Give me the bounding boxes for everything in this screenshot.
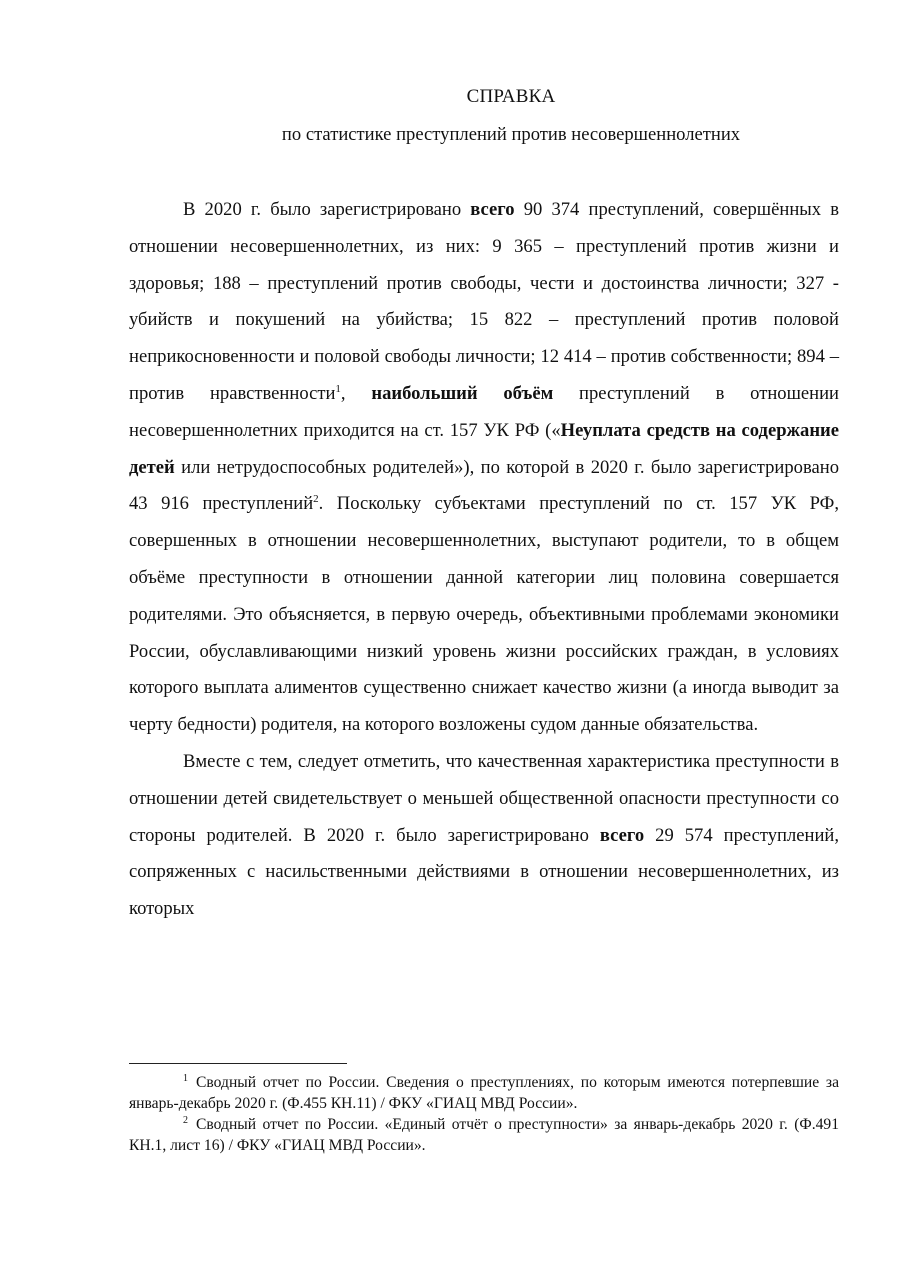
document-title: СПРАВКА — [466, 86, 556, 107]
p1-text-a3: , — [340, 382, 372, 404]
paragraph-1 — [129, 192, 839, 744]
p1-text-a4: преступлений в отношении несовершеннолетних приходится на ст. 157 УК РФ (« — [129, 382, 839, 441]
p1-bold-total: всего — [470, 199, 515, 220]
p2-bold-total: всего — [599, 824, 645, 846]
p2-text-a2: 29 574 преступлений, сопряженных с насильственными действиями в отношении несовершеннолетних, из которых — [129, 824, 840, 920]
p1-text-a5: или нетрудоспособных родителей»), по которой в 2020 г. было зарегистрировано 43 916 преступлений — [129, 456, 839, 515]
footnote-1-text: Сводный отчет по России. Сведения о преступлениях, по которым имеются потерпевшие за январь-декабрь 2020 г. (Ф.455 КН.11) / ФКУ «ГИАЦ МВД России». — [129, 1074, 839, 1112]
footnote-1 — [129, 1072, 839, 1114]
document-body — [129, 192, 839, 928]
p1-text-a1: В 2020 г. было зарегистрировано — [183, 199, 471, 220]
footnote-separator — [129, 1063, 347, 1064]
p2-text-a1: Вместе с тем, следует отметить, что качественная характеристика преступности в отношении детей свидетельствует о меньшей общественной опасности преступности со стороны родителей. В 2020 г. было зарегистрировано — [129, 750, 839, 846]
p1-text-a2: 90 374 преступлений, совершённых в отношении несовершеннолетних, из них: 9 365 – преступлений против жизни и здоровья; 188 – преступлений против свободы, чести и достоинства личности; 327 - убийств и покушений на убийства; 15 822 – преступлений против половой неприкосновенности и половой свободы личности; 12 414 – против собственности; 894 – против нравственности — [129, 199, 839, 404]
footnotes — [129, 1072, 839, 1156]
footnote-2-number: 2 — [183, 1114, 188, 1126]
document-subtitle: по статистике преступлений против несовершеннолетних — [281, 124, 741, 145]
p1-text-a6: . Поскольку субъектами преступлений по ст. 157 УК РФ, совершенных в отношении несовершеннолетних, выступают родители, то в общем объёме преступности в отношении данной категории лиц половина совершается родителями. Это объясняется, в первую очередь, объективными проблемами экономики России, обуславливающими низкий уровень жизни российских граждан, в условиях которого выплата алиментов существенно снижает качество жизни (а иногда выводит за черту бедности) родителя, на которого возложены судом данные обязательства. — [129, 493, 839, 736]
footnote-1-number: 1 — [183, 1072, 188, 1084]
footnote-2-text: Сводный отчет по России. «Единый отчёт о преступности» за январь-декабрь 2020 г. (Ф.491 КН.1, лист 16) / ФКУ «ГИАЦ МВД России». — [129, 1116, 839, 1154]
footnote-ref-2: 2 — [313, 493, 319, 506]
p1-bold-largest-volume: наибольший объём — [371, 382, 554, 404]
footnote-ref-1: 1 — [335, 382, 341, 395]
paragraph-2 — [129, 744, 839, 928]
p1-bold-article-title: Неуплата средств на содержание детей — [129, 419, 840, 478]
footnote-2 — [129, 1114, 839, 1156]
